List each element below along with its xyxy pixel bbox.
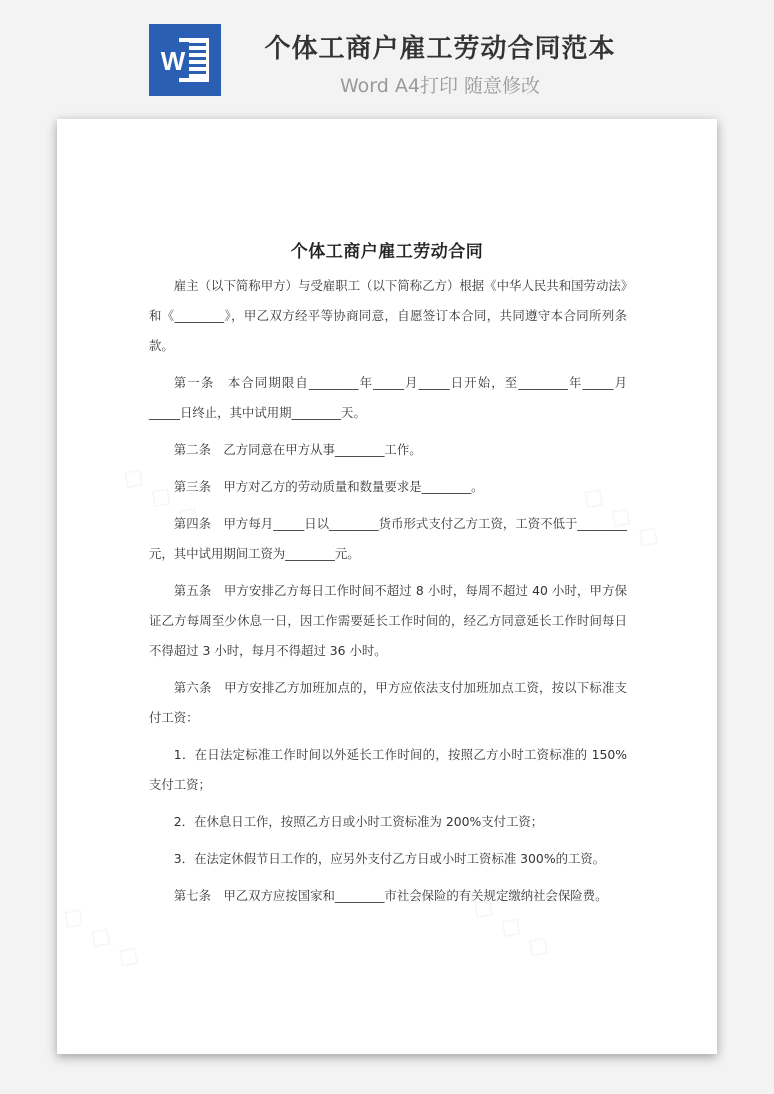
document-page [57,119,717,1054]
paragraph-article-5: 第五条 甲方安排乙方每日工作时间不超过 8 小时，每周不超过 40 小时，甲方保证乙方每周至少休息一日，因工作需要延长工作时间的，经乙方同意延长工作时间每日不得超过 3 小时，每月不得超过 36 小时。 [149,583,627,658]
paragraph-item-2: 2．在休息日工作，按照乙方日或小时工资标准为 200%支付工资； [173,814,544,829]
word-document-icon [149,24,221,96]
paragraph-preamble: 雇主（以下简称甲方）与受雇职工（以下简称乙方）根据《中华人民共和国劳动法》和《________》，甲乙双方经平等协商同意，自愿签订本合同，共同遵守本合同所列条款。 [149,278,627,353]
paragraph-article-2: 第二条 乙方同意在甲方从事________工作。 [173,442,422,457]
document-body [149,271,627,918]
paragraph-article-1: 第一条 本合同期限自________年_____月_____日开始，至________年_____月_____日终止，其中试用期________天。 [149,375,627,420]
page-title: 个体工商户雇工劳动合同范本 [264,34,616,64]
template-header [0,0,774,118]
paragraph-article-4: 第四条 甲方每月_____日以________货币形式支付乙方工资，工资不低于________元，其中试用期间工资为________元。 [149,516,627,561]
paragraph-article-7: 第七条 甲乙双方应按国家和________市社会保险的有关规定缴纳社会保险费。 [173,888,608,903]
word-icon-letter: W [160,46,186,76]
watermark [55,896,149,976]
paragraph-article-3: 第三条 甲方对乙方的劳动质量和数量要求是________。 [173,479,484,494]
page-subtitle: Word A4打印 随意修改 [339,75,540,97]
paragraph-item-3: 3．在法定休假节日工作的，应另外支付乙方日或小时工资标准 300%的工资。 [173,851,606,866]
paragraph-article-6: 第六条 甲方安排乙方加班加点的，甲方应依法支付加班加点工资，按以下标准支付工资： [149,680,627,725]
document-title: 个体工商户雇工劳动合同 [290,242,484,262]
paragraph-item-1: 1．在日法定标准工作时间以外延长工作时间的，按照乙方小时工资标准的 150%支付工资； [149,747,627,792]
